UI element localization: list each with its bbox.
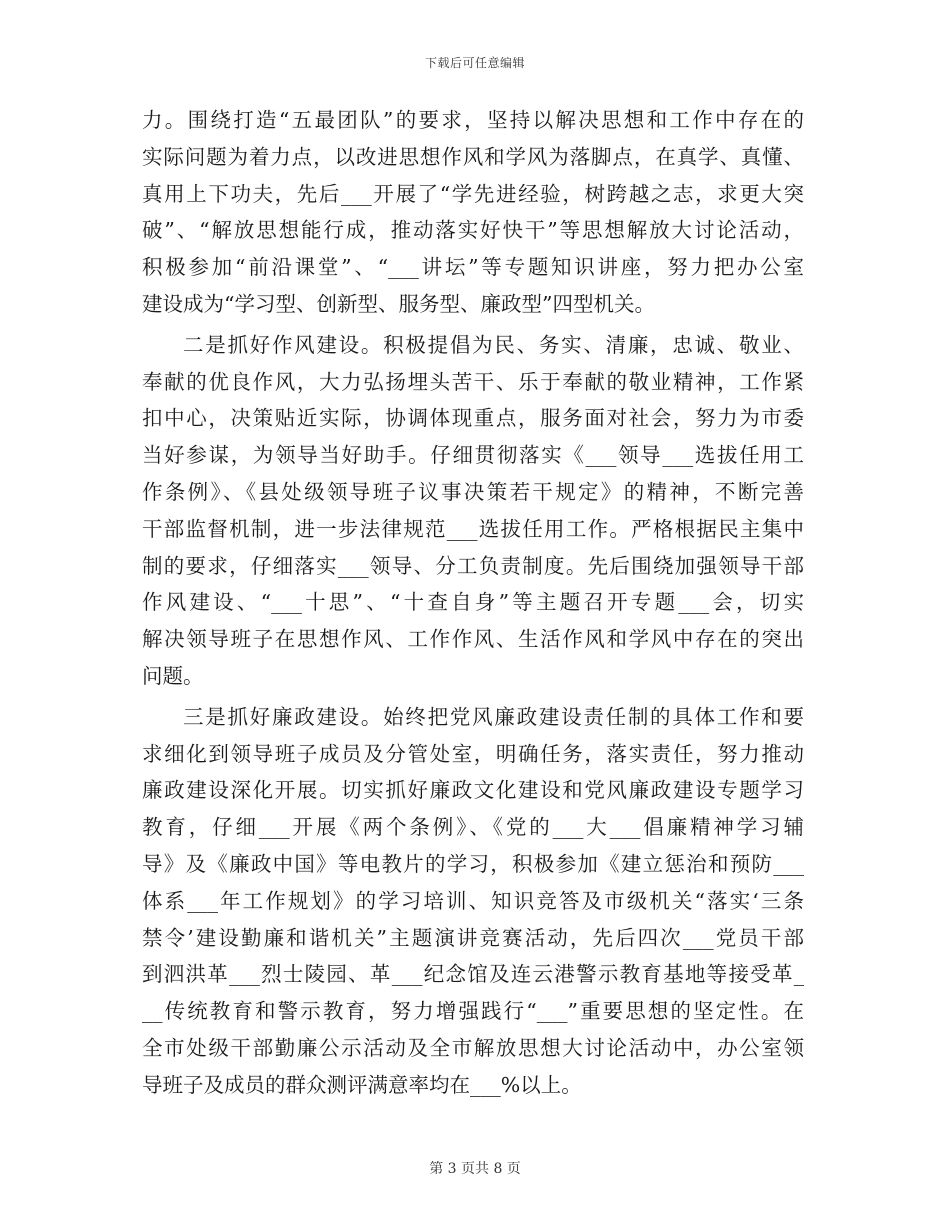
text-line: __传统教育和警示教育，努力增强践行“___”重要思想的坚定性。在 bbox=[142, 999, 804, 1024]
document-body bbox=[142, 102, 804, 1104]
paragraph bbox=[142, 327, 804, 695]
text-line: 扣中心，决策贴近实际，协调体现重点，服务面对社会，努力为市委 bbox=[142, 406, 804, 431]
text-line: 实际问题为着力点，以改进思想作风和学风为落脚点，在真学、真懂、 bbox=[142, 144, 804, 169]
paragraph bbox=[142, 102, 804, 323]
text-line: 作条例》、《县处级领导班子议事决策若干规定》的精神，不断完善 bbox=[142, 479, 804, 504]
text-line: 三是抓好廉政建设。始终把党风廉政建设责任制的具体工作和要 bbox=[183, 704, 804, 729]
text-line: 奉献的优良作风，大力弘扬埋头苦干、乐于奉献的敬业精神，工作紧 bbox=[142, 369, 804, 394]
text-line: 干部监督机制，进一步法律规范___选拔任用工作。严格根据民主集中 bbox=[142, 516, 804, 541]
text-line: 禁令’建设勤廉和谐机关”主题演讲竞赛活动，先后四次___党员干部 bbox=[142, 925, 804, 950]
text-line: 教育，仔细___开展《两个条例》、《党的___大___倡廉精神学习辅 bbox=[142, 815, 804, 840]
text-line: 制的要求，仔细落实___领导、分工负责制度。先后围绕加强领导干部 bbox=[142, 553, 804, 578]
text-line: 真用上下功夫，先后___开展了“学先进经验，树跨越之志，求更大突 bbox=[142, 181, 804, 206]
text-line: 导班子及成员的群众测评满意率均在___%以上。 bbox=[142, 1072, 582, 1097]
text-line: 到泗洪革___烈士陵园、革___纪念馆及连云港警示教育基地等接受革_ bbox=[142, 962, 804, 987]
text-line: 建设成为“学习型、创新型、服务型、廉政型”四型机关。 bbox=[142, 291, 655, 316]
text-line: 力。围绕打造“五最团队”的要求，坚持以解决思想和工作中存在的 bbox=[142, 108, 804, 132]
text-line: 积极参加“前沿课堂”、“___讲坛”等专题知识讲座，努力把办公室 bbox=[142, 255, 804, 280]
text-line: 体系___年工作规划》的学习培训、知识竞答及市级机关“落实‘三条 bbox=[142, 888, 804, 913]
text-line: 廉政建设深化开展。切实抓好廉政文化建设和党风廉政建设专题学习 bbox=[142, 778, 804, 803]
text-line: 当好参谋，为领导当好助手。仔细贯彻落实《___领导___选拔任用工 bbox=[142, 443, 804, 468]
page-number: 第 3 页共 8 页 bbox=[429, 1161, 521, 1177]
text-line: 解决领导班子在思想作风、工作作风、生活作风和学风中存在的突出 bbox=[142, 627, 804, 652]
text-line: 作风建设、“___十思”、“十查自身”等主题召开专题___会，切实 bbox=[142, 590, 804, 615]
text-line: 问题。 bbox=[142, 663, 204, 688]
paragraph bbox=[142, 699, 804, 1104]
page-header: 下载后可任意编辑 bbox=[424, 56, 525, 70]
text-line: 全市处级干部勤廉公示活动及全市解放思想大讨论活动中，办公室领 bbox=[142, 1035, 804, 1060]
text-line: 二是抓好作风建设。积极提倡为民、务实、清廉，忠诚、敬业、 bbox=[183, 332, 804, 357]
text-line: 导》及《廉政中国》等电教片的学习，积极参加《建立惩治和预防___ bbox=[142, 851, 804, 876]
text-line: 破”、“解放思想能行成，推动落实好快干”等思想解放大讨论活动， bbox=[142, 218, 804, 243]
text-line: 求细化到领导班子成员及分管处室，明确任务，落实责任，努力推动 bbox=[142, 741, 804, 766]
